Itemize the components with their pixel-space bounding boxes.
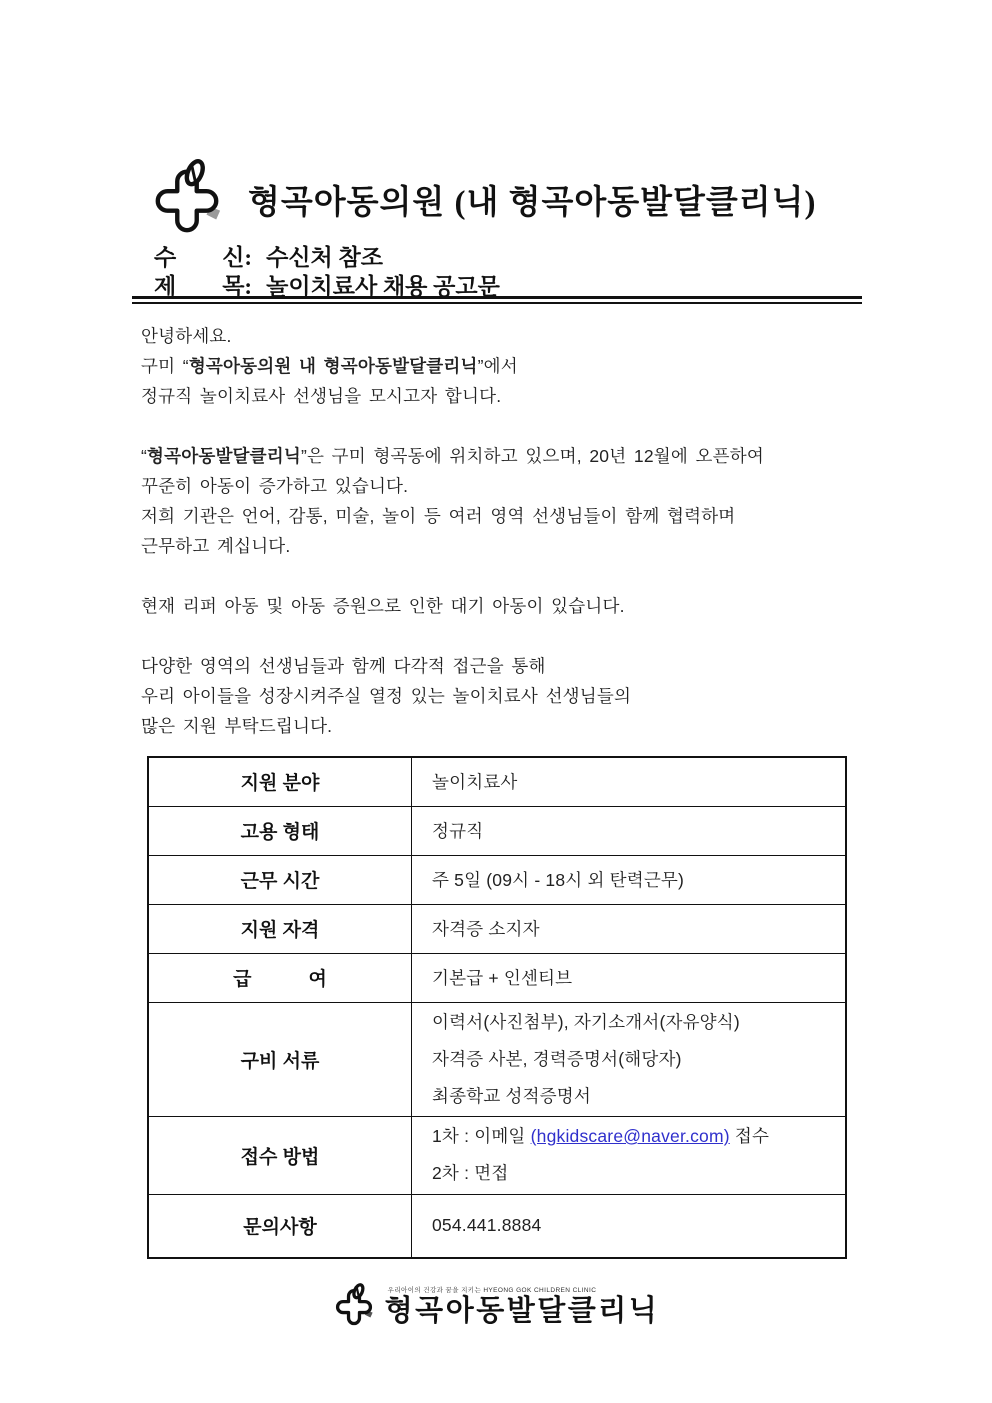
subject-value: 놀이치료사 채용 공고문 xyxy=(266,274,500,299)
greeting-line-2-pre: 구미 “ xyxy=(141,356,189,376)
intro-line-1-post: ”은 구미 형곡동에 위치하고 있으며, 20년 12월에 오픈하여 xyxy=(300,446,764,466)
clinic-cross-logo-icon xyxy=(150,158,224,240)
recipient-label: 수 신: xyxy=(154,245,253,270)
table-row-working-hours xyxy=(148,855,846,904)
table-row-position xyxy=(148,757,846,806)
row-value xyxy=(412,1116,847,1194)
row-label: 문의사항 xyxy=(148,1194,412,1258)
row-value: 054.441.8884 xyxy=(412,1194,847,1258)
documents-line-3: 최종학교 성적증명서 xyxy=(432,1085,592,1106)
letter-body xyxy=(141,321,871,771)
intro-line-2: 꾸준히 아동이 증가하고 있습니다. xyxy=(141,476,409,496)
appeal-line-3: 많은 지원 부탁드립니다. xyxy=(141,716,333,736)
document-header xyxy=(150,158,817,240)
row-value: 자격증 소지자 xyxy=(412,904,847,953)
footer-tagline: 우리아이의 건강과 꿈을 지키는 HYEONG GOK CHILDREN CLINIC xyxy=(387,1287,597,1295)
job-details-table xyxy=(147,756,847,1259)
apply-line-1-post: 접수 xyxy=(729,1126,770,1146)
footer-text-block xyxy=(385,1285,660,1326)
greeting-line-3: 정규직 놀이치료사 선생님을 모시고자 합니다. xyxy=(141,386,502,406)
footer-brand xyxy=(0,1283,992,1329)
table-row-employment-type xyxy=(148,806,846,855)
table-row-salary xyxy=(148,953,846,1002)
appeal-line-1: 다양한 영역의 선생님들과 함께 다각적 접근을 통해 xyxy=(141,656,546,676)
intro-line-3: 저희 기관은 언어, 감통, 미술, 놀이 등 여러 영역 선생님들이 함께 협력하며 xyxy=(141,506,736,526)
row-value: 놀이치료사 xyxy=(412,757,847,806)
apply-line-2: 2차 : 면접 xyxy=(432,1163,509,1183)
row-label: 근무 시간 xyxy=(148,855,412,904)
row-label: 급 여 xyxy=(148,953,412,1002)
footer-clinic-name: 형곡아동발달클리닉 xyxy=(384,1295,660,1328)
subject-label: 제 목: xyxy=(154,274,253,299)
greeting-line-2-post: ”에서 xyxy=(477,356,518,376)
clinic-name-bold: 형곡아동의원 내 형곡아동발달클리닉 xyxy=(188,356,478,376)
intro-line-4: 근무하고 계십니다. xyxy=(141,536,291,556)
table-row-how-to-apply xyxy=(148,1116,846,1194)
appeal-paragraph xyxy=(141,651,871,741)
row-value: 기본급 + 인센티브 xyxy=(412,953,847,1002)
documents-line-1: 이력서(사진첨부), 자기소개서(자유양식) xyxy=(432,1011,740,1032)
table-row-inquiries xyxy=(148,1194,846,1258)
row-value xyxy=(412,1002,847,1116)
letter-meta xyxy=(154,243,500,301)
row-value: 정규직 xyxy=(412,806,847,855)
row-label: 지원 자격 xyxy=(148,904,412,953)
intro-paragraph xyxy=(141,441,871,561)
intro-line-1-pre: “ xyxy=(141,446,148,466)
apply-line-1 xyxy=(432,1118,844,1155)
row-label: 고용 형태 xyxy=(148,806,412,855)
status-line: 현재 리퍼 아동 및 아동 증원으로 인한 대기 아동이 있습니다. xyxy=(141,596,625,616)
appeal-line-2: 우리 아이들을 성장시켜주실 열정 있는 놀이치료사 선생님들의 xyxy=(141,686,632,706)
table-row-qualification xyxy=(148,904,846,953)
status-paragraph xyxy=(141,591,871,621)
header-divider xyxy=(132,296,862,304)
apply-line-1-pre: 1차 : 이메일 xyxy=(432,1126,531,1146)
page-title: 형곡아동의원 (내 형곡아동발달클리닉) xyxy=(248,184,817,221)
clinic-name-bold: 형곡아동발달클리닉 xyxy=(147,446,301,466)
greeting-paragraph xyxy=(141,321,871,411)
row-value: 주 5일 (09시 - 18시 외 탄력근무) xyxy=(412,855,847,904)
clinic-cross-logo-icon xyxy=(333,1283,375,1329)
recipient-value: 수신처 참조 xyxy=(266,245,383,270)
recipient-line xyxy=(154,243,500,272)
row-label: 구비 서류 xyxy=(148,1002,412,1116)
greeting-line-1: 안녕하세요. xyxy=(141,326,232,346)
row-label: 지원 분야 xyxy=(148,757,412,806)
table-row-required-documents xyxy=(148,1002,846,1116)
application-email-link[interactable]: (hgkidscare@naver.com) xyxy=(530,1126,730,1146)
documents-line-2: 자격증 사본, 경력증명서(해당자) xyxy=(432,1048,682,1069)
row-label: 접수 방법 xyxy=(148,1116,412,1194)
